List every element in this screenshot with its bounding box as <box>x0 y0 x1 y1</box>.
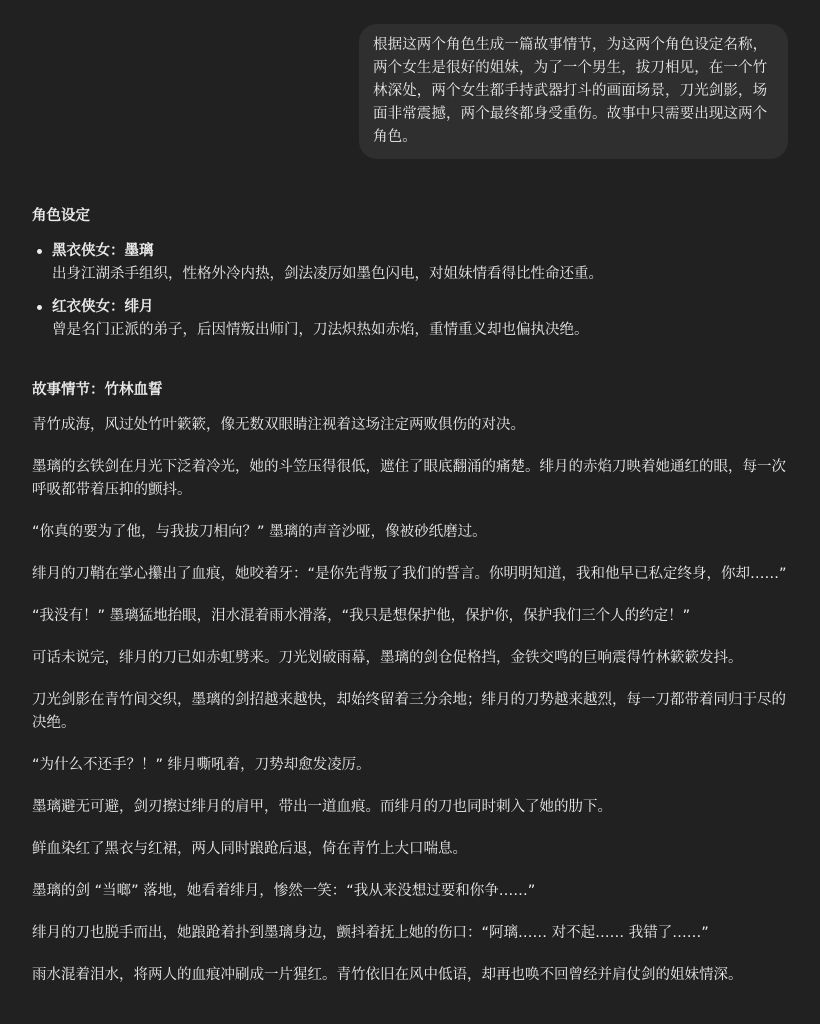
story-heading: 故事情节：竹林血誓 <box>32 382 163 398</box>
bullet-icon <box>37 305 42 310</box>
story-paragraph: 墨璃避无可避，剑刃擦过绯月的肩甲，带出一道血痕。而绯月的刀也同时刺入了她的肋下。 <box>32 799 612 815</box>
story-paragraph: “为什么不还手？！” 绯月嘶吼着，刀势却愈发凌厉。 <box>32 757 371 773</box>
role-description: 出身江湖杀手组织，性格外冷内热，剑法凌厉如墨色闪电，对姐妹情看得比性命还重。 <box>52 266 603 282</box>
story-paragraph: 可话未说完，绯月的刀已如赤虹劈来。刀光划破雨幕，墨璃的剑仓促格挡，金铁交鸣的巨响震得竹林簌簌发抖。 <box>32 650 743 666</box>
user-message-row <box>359 24 788 159</box>
user-message-bubble: 根据这两个角色生成一篇故事情节，为这两个角色设定名称，两个女生是很好的姐妹，为了一个男生，拔刀相见，在一个竹林深处，两个女生都手持武器打斗的画面场景，刀光剑影，场面非常震撼，两个最终都身受重伤。故事中只需要出现这两个角色。 <box>359 24 788 159</box>
roles-heading: 角色设定 <box>32 208 90 224</box>
story-paragraph: 鲜血染红了黑衣与红裙，两人同时踉跄后退，倚在青竹上大口喘息。 <box>32 841 467 857</box>
story-paragraph: “你真的要为了他，与我拔刀相向？” 墨璃的声音沙哑，像被砂纸磨过。 <box>32 524 487 540</box>
bullet-icon <box>37 249 42 254</box>
story-paragraph: 雨水混着泪水，将两人的血痕冲刷成一片猩红。青竹依旧在风中低语，却再也唤不回曾经并肩仗剑的姐妹情深。 <box>32 967 743 983</box>
story-paragraph: 刀光剑影在青竹间交织，墨璃的剑招越来越快，却始终留着三分余地；绯月的刀势越来越烈，每一刀都带着同归于尽的决绝。 <box>32 692 786 731</box>
story-paragraph: “我没有！” 墨璃猛地抬眼，泪水混着雨水滑落，“我只是想保护他，保护你，保护我们三个人的约定！” <box>32 608 691 624</box>
story-paragraph: 墨璃的剑 “当啷” 落地，她看着绯月，惨然一笑：“我从来没想过要和你争……” <box>32 883 536 899</box>
story-paragraph: 墨璃的玄铁剑在月光下泛着冷光，她的斗笠压得很低，遮住了眼底翻涌的痛楚。绯月的赤焰刀映着她通红的眼，每一次呼吸都带着压抑的颤抖。 <box>32 459 786 498</box>
role-name: 黑衣侠女：墨璃 <box>52 243 154 259</box>
story-paragraph: 青竹成海，风过处竹叶簌簌，像无数双眼睛注视着这场注定两败俱伤的对决。 <box>32 417 525 433</box>
story-paragraph: 绯月的刀鞘在掌心攥出了血痕，她咬着牙：“是你先背叛了我们的誓言。你明明知道，我和他早已私定终身，你却……” <box>32 566 787 582</box>
role-item <box>32 240 792 286</box>
assistant-message <box>32 205 792 1006</box>
role-name: 红衣侠女：绯月 <box>52 299 154 315</box>
role-description: 曾是名门正派的弟子，后因情叛出师门，刀法炽热如赤焰，重情重义却也偏执决绝。 <box>52 322 589 338</box>
story-paragraph: 绯月的刀也脱手而出，她踉跄着扑到墨璃身边，颤抖着抚上她的伤口：“阿璃…… 对不起…… 我错了……” <box>32 925 709 941</box>
role-item <box>32 296 792 342</box>
roles-list <box>32 240 792 342</box>
